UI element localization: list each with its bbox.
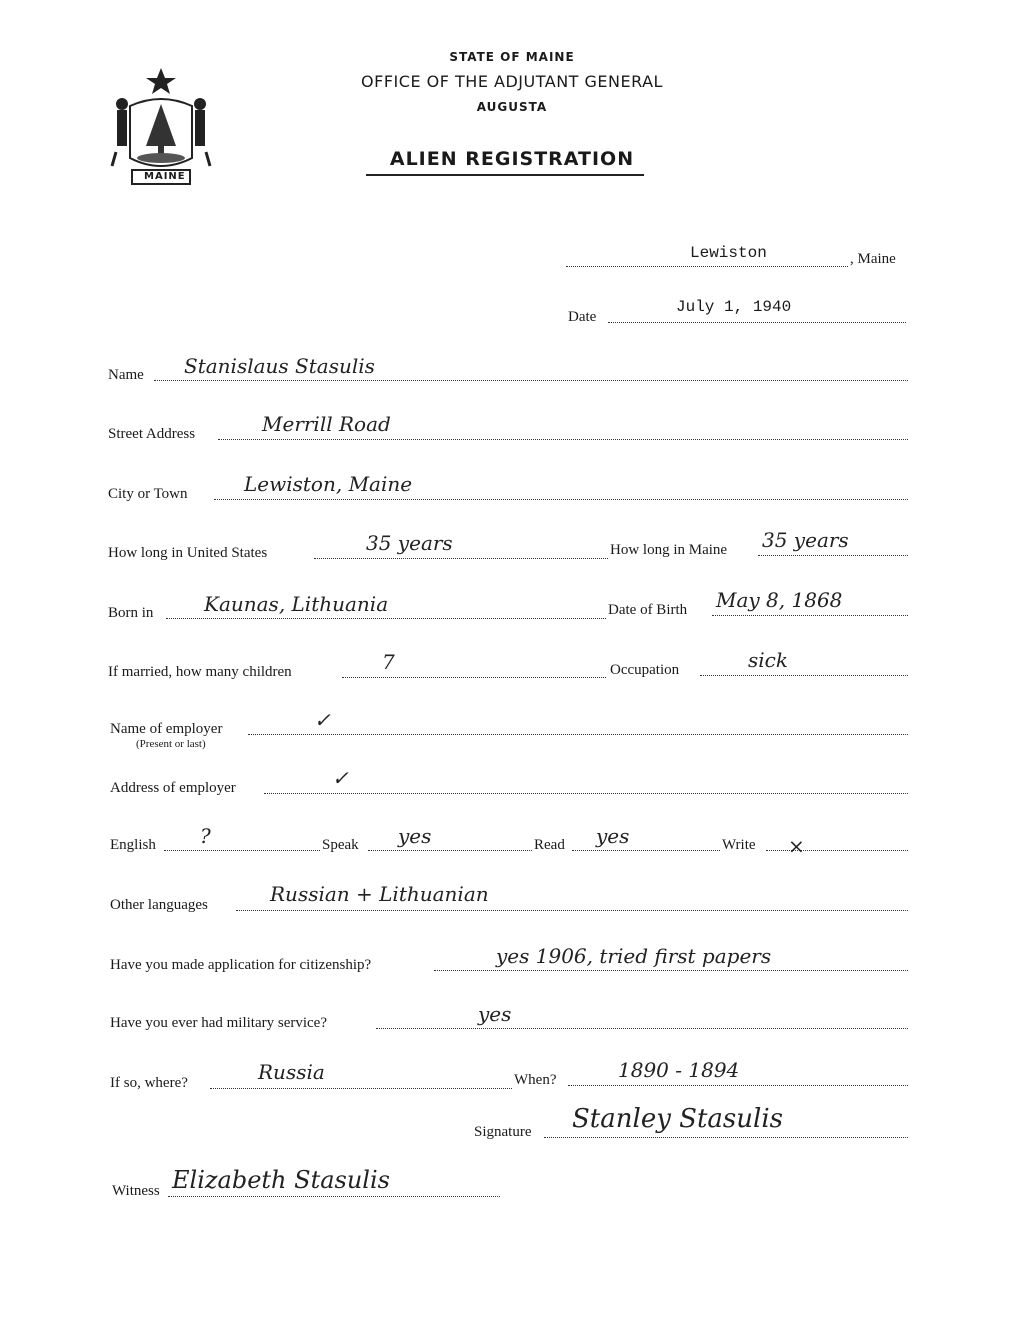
citizenship-label: Have you made application for citizenship?: [110, 957, 372, 973]
read-value: yes: [596, 824, 630, 848]
name-label: Name: [108, 367, 144, 383]
seal-banner-text: MAINE: [144, 171, 186, 182]
born-in-value: Kaunas, Lithuania: [204, 592, 389, 616]
read-label: Read: [534, 837, 565, 853]
military-label: Have you ever had military service?: [110, 1015, 327, 1031]
street-line: [218, 439, 908, 440]
witness-line: [168, 1196, 500, 1197]
how-long-us-value: 35 years: [366, 531, 453, 555]
write-value: ×: [788, 834, 805, 858]
where-line: [210, 1088, 512, 1089]
military-line: [376, 1028, 908, 1029]
city-value: Lewiston, Maine: [244, 472, 413, 496]
where-label: If so, where?: [110, 1075, 188, 1091]
employer-address-line: [264, 793, 908, 794]
how-long-us-line: [314, 558, 608, 559]
born-in-line: [166, 618, 606, 619]
english-line: [164, 850, 320, 851]
title-underline: [366, 174, 644, 176]
city-label: City or Town: [108, 486, 188, 502]
employer-line: [248, 734, 908, 735]
state-heading: STATE OF MAINE: [449, 50, 575, 64]
date-of-birth-line: [712, 615, 908, 616]
speak-label: Speak: [322, 837, 359, 853]
employer-label: Name of employer: [110, 721, 223, 737]
children-line: [342, 677, 606, 678]
name-line: [154, 380, 908, 381]
employer-address-value: ✓: [332, 766, 349, 790]
city-line: [214, 499, 908, 500]
signature-label: Signature: [474, 1124, 532, 1140]
date-line: [608, 322, 906, 323]
signature-line: [544, 1137, 908, 1138]
place-line: [566, 266, 848, 267]
english-label: English: [110, 837, 156, 853]
form-title: ALIEN REGISTRATION: [389, 148, 635, 170]
name-value: Stanislaus Stasulis: [184, 354, 375, 378]
read-line: [572, 850, 720, 851]
when-label: When?: [514, 1072, 557, 1088]
city-heading: AUGUSTA: [476, 100, 548, 114]
how-long-maine-value: 35 years: [762, 528, 849, 552]
children-value: 7: [382, 650, 395, 674]
when-line: [568, 1085, 908, 1086]
where-value: Russia: [258, 1060, 325, 1084]
witness-value: Elizabeth Stasulis: [172, 1166, 390, 1194]
street-label: Street Address: [108, 426, 196, 442]
when-value: 1890 - 1894: [618, 1058, 740, 1082]
other-languages-line: [236, 910, 908, 911]
signature-value: Stanley Stasulis: [572, 1104, 783, 1134]
citizenship-line: [434, 970, 908, 971]
how-long-maine-label: How long in Maine: [610, 542, 728, 558]
born-in-label: Born in: [108, 605, 154, 621]
date-of-birth-label: Date of Birth: [608, 602, 688, 618]
place-value: Lewiston: [690, 244, 767, 262]
other-languages-value: Russian + Lithuanian: [270, 882, 489, 906]
how-long-maine-line: [758, 555, 908, 556]
date-label: Date: [568, 309, 597, 325]
how-long-us-label: How long in United States: [108, 545, 268, 561]
other-languages-label: Other languages: [110, 897, 208, 913]
date-value: July 1, 1940: [676, 298, 792, 316]
employer-sublabel: (Present or last): [136, 738, 206, 750]
date-of-birth-value: May 8, 1868: [716, 588, 843, 612]
office-heading: OFFICE OF THE ADJUTANT GENERAL: [361, 72, 663, 91]
write-label: Write: [722, 837, 756, 853]
speak-value: yes: [398, 824, 432, 848]
witness-label: Witness: [112, 1183, 160, 1199]
place-suffix: , Maine: [850, 251, 896, 267]
military-value: yes: [478, 1002, 512, 1026]
english-value: ?: [200, 824, 211, 848]
employer-value: ✓: [314, 708, 331, 732]
employer-address-label: Address of employer: [110, 780, 236, 796]
occupation-value: sick: [748, 648, 788, 672]
occupation-line: [700, 675, 908, 676]
speak-line: [368, 850, 532, 851]
occupation-label: Occupation: [610, 662, 680, 678]
citizenship-value: yes 1906, tried first papers: [496, 944, 772, 968]
street-value: Merrill Road: [262, 412, 391, 436]
children-label: If married, how many children: [108, 664, 292, 680]
